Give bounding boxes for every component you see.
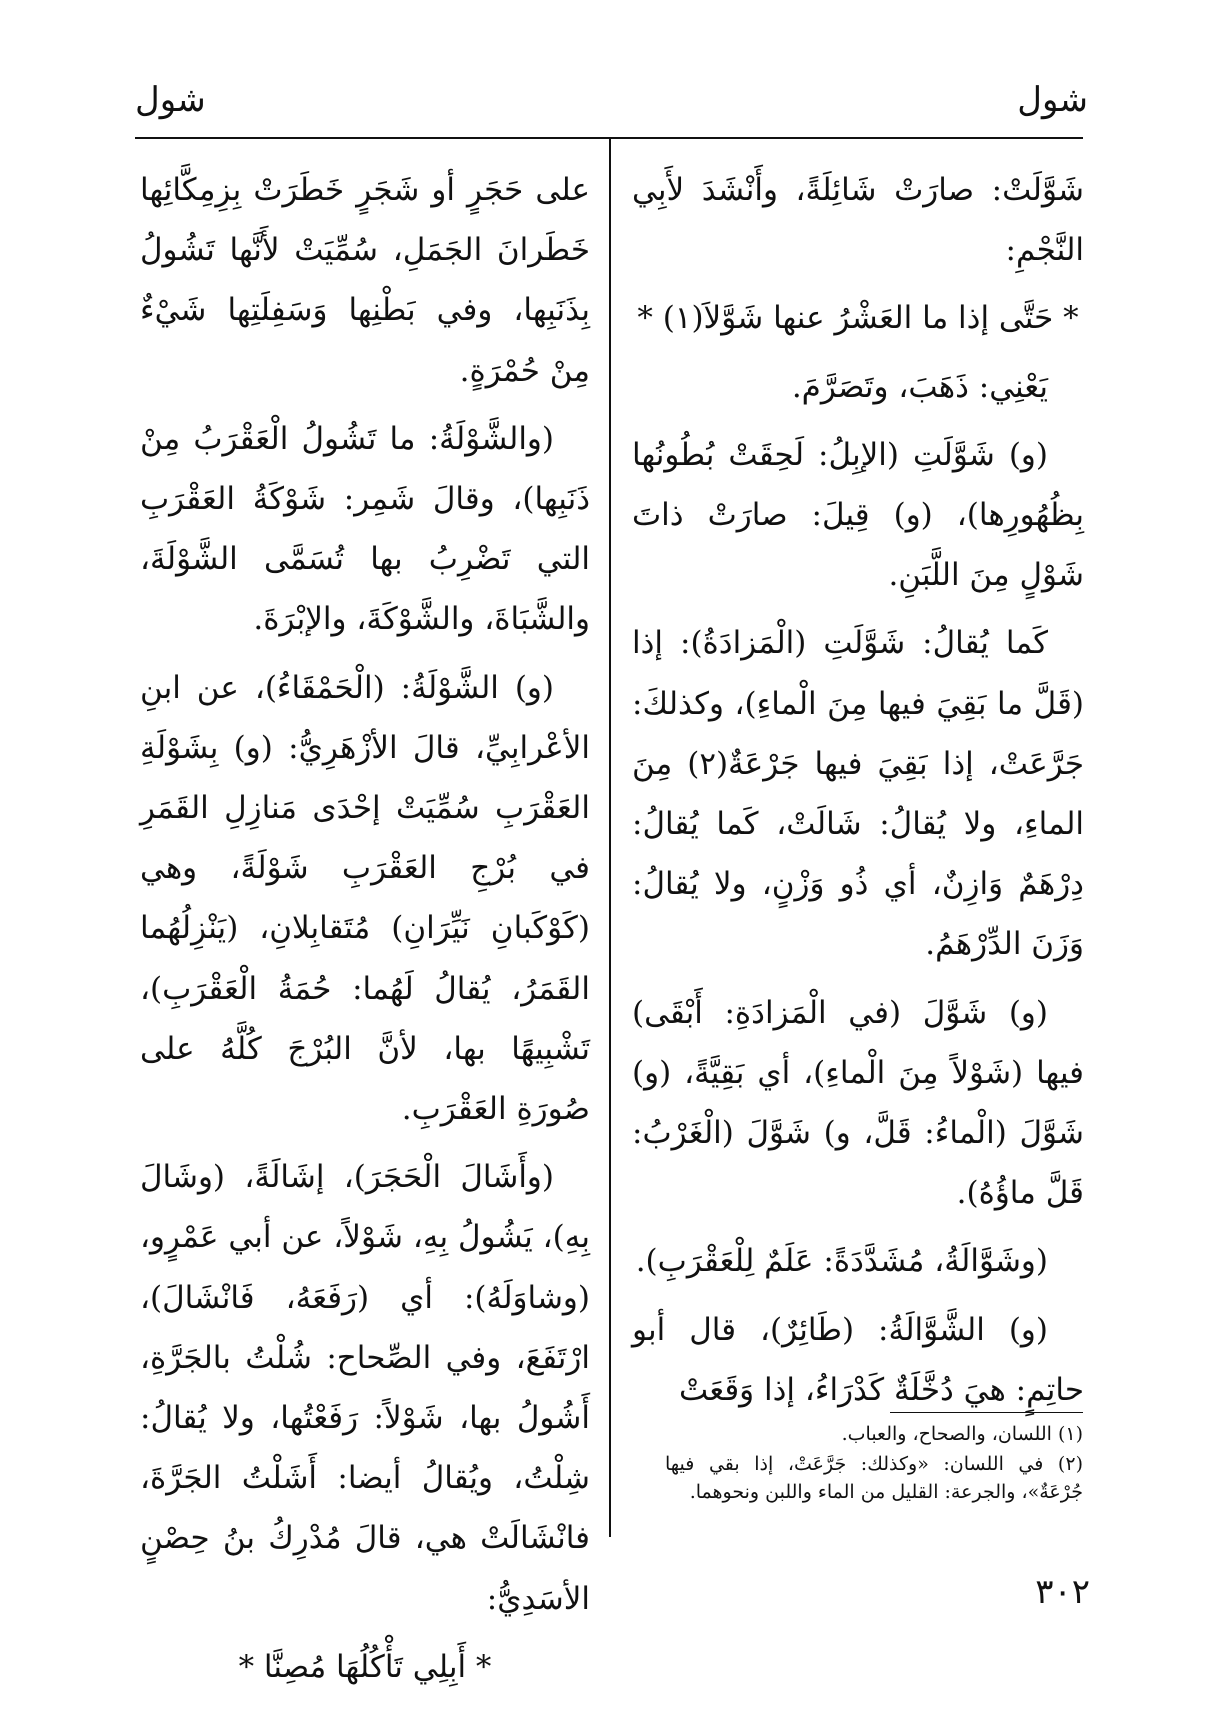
footnote-rule <box>890 1412 1083 1413</box>
column-divider <box>609 139 611 1537</box>
paragraph: (و) شَوَّلَ (في الْمَزادَةِ: أَبْقَى) فيها (شَوْلاً مِنَ الْماءِ)، أي بَقِيَّةً، (و) شَوَّلَ (الْماءُ: قَلَّ، و) شَوَّلَ (الْغَرْبُ: قَلَّ ماؤُهُ). <box>632 994 1084 1212</box>
verse-line: * أَبِلِي تَأْكُلُهَا مُصِنَّا * <box>238 1648 492 1685</box>
footnotes <box>665 1420 1083 1508</box>
paragraph: كَما يُقالُ: شَوَّلَتِ (الْمَزادَةُ): إذا (قَلَّ ما بَقِيَ فيها مِنَ الْماءِ)، وكذلكَ: جَرَّعَتْ، إذا بَقِيَ فيها جَرْعَةٌ(٢) مِنَ الماءِ، ولا يُقالُ: شَالَتْ، كَما يُقالُ: دِرْهَمٌ وَازِنٌ، أي ذُو وَزْنٍ، ولا يُقالُ: وَزَنَ الدِّرْهَمُ. <box>632 625 1084 963</box>
paragraph: شَوَّلَتْ: صارَتْ شَائِلَةً، وأَنْشَدَ لأَبِي النَّجْمِ: <box>632 172 1084 269</box>
paragraph: (والشَّوْلَةُ: ما تَشُولُ الْعَقْرَبُ مِنْ ذَنَبِها)، وقالَ شَمِر: شَوْكَةُ العَقْرَبِ التي تَضْرِبُ بها تُسَمَّى الشَّوْلَةَ، والشَّبَاةَ، والشَّوْكَةَ، والإبْرَةَ. <box>140 420 590 638</box>
page-number: ٣٠٢ <box>1035 1572 1090 1612</box>
paragraph: (وأَشَالَ الْحَجَرَ)، إشَالَةً، (وشَالَ بِهِ)، يَشُولُ بِهِ، شَوْلاً، عن أبي عَمْرٍو، (وشاوَلَهُ): أي (رَفَعَهُ، فَانْشَالَ)، ارْتَفَعَ، وفي الصِّحاح: شُلْتُ بالجَرَّةِ، أَشُولُ بها، شَوْلاً: رَفَعْتُها، ولا يُقالُ: شِلْتُ، ويُقالُ أيضا: أَشَلْتُ الجَرَّةَ، فانْشَالَتْ هي، قالَ مُدْرِكُ بنُ حِصْنٍ الأسَدِيُّ: <box>140 1159 590 1617</box>
left-column <box>140 160 590 1705</box>
footnote: (٢) في اللسان: «وكذلك: جَرَّعَتْ، إذا بقي فيها جُرْعَةٌ»، والجرعة: القليل من الماء واللبن ونحوهما. <box>665 1453 1083 1503</box>
paragraph: (و) الشَّوْلَةُ: (الْحَمْقَاءُ)، عن ابنِ الأعْرابِيِّ، قالَ الأزْهَرِيُّ: (و) بِشَوْلَةِ العَقْرَبِ سُمِّيَتْ إحْدَى مَنازِلِ القَمَرِ في بُرْجِ العَقْرَبِ شَوْلَةً، وهي (كَوْكَبانِ نَيِّرَانِ) مُتَقابِلانِ، (يَنْزِلُهُما القَمَرُ، يُقالُ لَهُما: حُمَةُ الْعَقْرَبِ)، تَشْبِيهًا بها، لأنَّ البُرْجَ كُلَّهُ على صُورَةِ العَقْرَبِ. <box>140 669 590 1128</box>
paragraph: (و) شَوَّلَتِ (الإبِلُ: لَحِقَتْ بُطُونُها بِظُهُورِها)، (و) قِيلَ: صارَتْ ذاتَ شَوْلٍ مِنَ اللَّبَنِ. <box>632 436 1084 594</box>
paragraph: على حَجَرٍ أو شَجَرٍ خَطَرَتْ بِزِمِكَّائِها خَطَرانَ الجَمَلِ، سُمِّيَتْ لأَنَّها تَشُولُ بِذَنَبِها، وفي بَطْنِها وَسَفِلَتِها شَيْءٌ مِنْ حُمْرَةٍ. <box>140 172 590 389</box>
right-column <box>632 160 1084 1428</box>
header-root-word-right: شول <box>1017 80 1088 120</box>
header-root-word-left: شول <box>135 80 206 120</box>
paragraph: يَعْنِي: ذَهَبَ، وتَصَرَّمَ. <box>791 368 1048 405</box>
paragraph: (وشَوَّالَةُ، مُشَدَّدَةً: عَلَمٌ لِلْعَقْرَبِ). <box>635 1243 1048 1280</box>
paragraph: (و) الشَّوَّالَةُ: (طَائِرٌ)، قال أبو حاتِمٍ: هيَ دُخَّلَةٌ كَدْرَاءُ، إذا وَقَعَتْ <box>632 1311 1084 1408</box>
verse-line: * حَتَّى إذا ما العَشْرُ عنها شَوَّلاَ(١) * <box>637 300 1079 337</box>
footnote: (١) اللسان، والصحاح، والعباب. <box>841 1423 1083 1445</box>
